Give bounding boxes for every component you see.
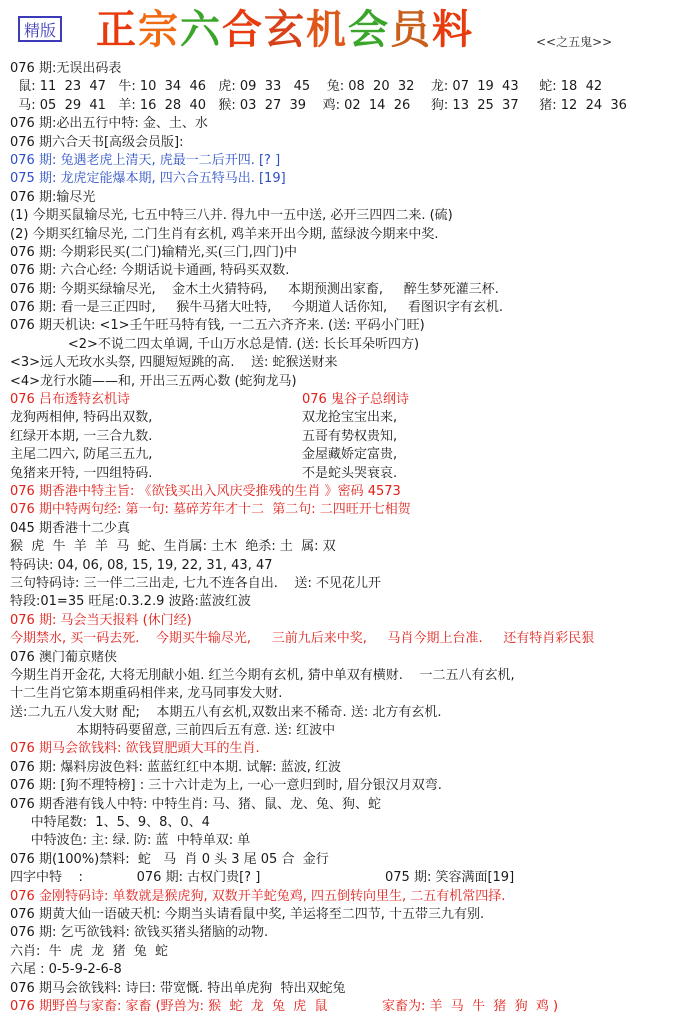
line-text-right: 家畜为: 羊 马 牛 猪 狗 鸡 ) <box>382 998 559 1014</box>
line-text: 045 期香港十二少真 <box>10 520 130 536</box>
text-line <box>10 814 682 832</box>
line-text: 076 期: 看一是三正四时, 猴牛马猪大吐特, 今期道人话你知, 看图识字有玄机. <box>10 300 503 316</box>
text-line <box>10 391 682 409</box>
line-text: 中特尾数: 1、5、9、8、0、4 <box>10 815 210 831</box>
text-line <box>10 446 682 464</box>
line-text: 076 期:输尽光 <box>10 189 96 205</box>
line-text: 076 期: 马会当天报料 (休门经) <box>10 612 192 628</box>
line-text: 六尾 : 0-5-9-2-6-8 <box>10 962 122 978</box>
text-line <box>10 998 682 1016</box>
text-line <box>10 575 682 593</box>
text-line <box>10 593 682 611</box>
text-line <box>10 336 682 354</box>
text-line <box>10 906 682 924</box>
line-text: 076 期: 爆料房波色料: 蓝蓝红红中本期. 试解: 蓝波, 红波 <box>10 759 342 775</box>
line-text: 076 期天机诀: <1>壬午旺马特有钱, 一二五六齐齐来. (送: 平码小门旺) <box>10 318 425 334</box>
line-text: 076 期香港中特主旨: 《欲钱买出入风庆受推残的生肖 》密码 4573 <box>10 483 401 499</box>
line-text: 本期特码要留意, 三前四后五有意. 送: 红波中 <box>10 723 336 739</box>
line-text: 076 期马会欲钱料: 欲钱買肥頭大耳的生肖. <box>10 741 260 757</box>
page-title <box>96 6 474 54</box>
line-text: <2>不说二四太单调, 千山万水总是情. (送: 长长耳朵听四方) <box>10 336 420 352</box>
title-char: 六 <box>180 6 222 53</box>
line-text: 076 期: [狗不理特榜] : 三十六计走为上, 一心一意归到时, 眉分银汉月双弯. <box>10 778 442 794</box>
text-line <box>10 483 682 501</box>
line-text: 六肖: 牛 虎 龙 猪 兔 蛇 <box>10 943 168 959</box>
text-line <box>10 961 682 979</box>
text-line <box>10 134 682 152</box>
title-char: 员 <box>390 6 432 53</box>
text-line <box>10 226 682 244</box>
text-line <box>10 78 682 96</box>
line-text: 红绿开本期, 一三合九数. <box>10 428 153 444</box>
line-text: <4>龙行水随——和, 开出三五两心数 (蛇狗龙马) <box>10 373 297 389</box>
text-line <box>10 796 682 814</box>
line-text: (2) 今期买红输尽光, 二门生肖有玄机, 鸡羊来开出今期, 蓝绿波今期来中奖. <box>10 226 439 242</box>
text-line <box>10 501 682 519</box>
text-line <box>10 152 682 170</box>
line-text: 076 期: 六合心经: 今期话说卡通画, 特码买双数. <box>10 263 290 279</box>
text-line <box>10 667 682 685</box>
text-line <box>10 428 682 446</box>
text-line <box>10 244 682 262</box>
title-char: 料 <box>432 6 474 53</box>
text-line <box>10 851 682 869</box>
text-line <box>10 520 682 538</box>
text-line <box>10 60 682 78</box>
line-text: 今期禁水, 买一码去死. 今期买牛输尽光, 三前九后来中奖, 马肖今期上台准. 还有特肖彩民狠 <box>10 631 595 647</box>
text-line <box>10 740 682 758</box>
line-text: 076 吕布透特玄机诗 <box>10 392 130 408</box>
line-text: 四字中特 : 076 期: 古权门贵[? ] <box>10 870 261 886</box>
text-line <box>10 943 682 961</box>
line-text: 今期生肖开金花, 大将无刖献小姐. 红兰今期有玄机, 猜中单双有横财. 一二五八有玄机, <box>10 667 515 683</box>
line-text-right: 不是蛇头哭衰哀. <box>302 465 398 481</box>
line-text: 特段:01=35 旺尾:0.3.2.9 波路:蓝波红波 <box>10 594 251 610</box>
content-body <box>10 60 682 1016</box>
text-line <box>10 649 682 667</box>
header <box>0 0 690 58</box>
line-text: 076 期:必出五行中特: 金、土、水 <box>10 116 208 132</box>
text-line <box>10 299 682 317</box>
text-line <box>10 409 682 427</box>
line-text: 075 期: 龙虎定能爆本期, 四六合五特马出. [19] <box>10 171 286 187</box>
line-text: 鼠: 11 23 47 牛: 10 34 46 虎: 09 33 45 兔: 08 20 32 龙: 07 19 43 蛇: 18 42 <box>10 79 603 95</box>
title-char: 合 <box>222 6 264 53</box>
text-line <box>10 980 682 998</box>
line-text: 龙狗两相伸, 特码出双数, <box>10 410 153 426</box>
text-line <box>10 317 682 335</box>
text-line <box>10 373 682 391</box>
text-line <box>10 777 682 795</box>
edition-badge: 精版 <box>18 16 62 42</box>
text-line <box>10 869 682 887</box>
text-line <box>10 557 682 575</box>
text-line <box>10 924 682 942</box>
line-text: 076 期: 兔遇老虎上清天, 虎最一二后开四. [? ] <box>10 152 281 168</box>
text-line <box>10 281 682 299</box>
line-text: 076 期六合天书[高级会员版]: <box>10 134 184 150</box>
line-text: 076 期中特两句经: 第一句: 墓碎芳年才十二 第二句: 二四旺开七相贺 <box>10 502 411 518</box>
text-line <box>10 759 682 777</box>
text-line <box>10 704 682 722</box>
text-line <box>10 189 682 207</box>
line-text: 十二生肖它第本期重码相伴来, 龙马同事发大财. <box>10 686 283 702</box>
line-text: 076 金刚特码诗: 单数就是猴虎狗, 双数开羊蛇兔鸡, 四五倒转向里生, 二五有机常四择. <box>10 888 506 904</box>
text-line <box>10 170 682 188</box>
text-line <box>10 612 682 630</box>
line-text: 076 期香港有钱人中特: 中特生肖: 马、猪、鼠、龙、兔、狗、蛇 <box>10 796 381 812</box>
text-line <box>10 685 682 703</box>
text-line <box>10 115 682 133</box>
header-tag: <<之五鬼>> <box>536 35 613 49</box>
title-char: 机 <box>306 6 348 53</box>
text-line <box>10 722 682 740</box>
line-text: 076 期马会欲钱料: 诗曰: 带宽慨. 特出单虎狗 特出双蛇兔 <box>10 980 346 996</box>
line-text: <3>远人无玫水头祭, 四腿短短跳的高. 送: 蛇猴送财来 <box>10 355 338 371</box>
title-char: 玄 <box>264 6 306 53</box>
line-text: 特码诀: 04, 06, 08, 15, 19, 22, 31, 43, 47 <box>10 557 273 573</box>
line-text: 076 期: 今期彩民买(二门)输精光,买(三门,四门)中 <box>10 244 298 260</box>
line-text: 076 期黄大仙一语破天机: 今期当头请看鼠中奖, 羊运将至二四节, 十五带三九有别. <box>10 906 485 922</box>
line-text: 三句特码诗: 三一伴二三出走, 七九不连各自出. 送: 不见花儿开 <box>10 575 381 591</box>
text-line <box>10 207 682 225</box>
text-line <box>10 262 682 280</box>
line-text: 兔猪来开特, 一四组特码. <box>10 465 153 481</box>
line-text-right: 076 鬼谷子总纲诗 <box>302 392 409 408</box>
text-line <box>10 630 682 648</box>
title-char: 正 <box>96 6 138 53</box>
line-text: 马: 05 29 41 羊: 16 28 40 猴: 03 27 39 鸡: 02 14 26 狗: 13 25 37 猪: 12 24 36 <box>10 97 627 113</box>
line-text: 076 期: 今期买绿输尽光, 金木土火猜特码, 本期预测出家畜, 醉生梦死灌三杯. <box>10 281 499 297</box>
line-text: 中特波色: 主: 绿. 防: 蓝 中特单双: 单 <box>10 833 251 849</box>
text-line <box>10 538 682 556</box>
line-text-right: 075 期: 笑容满面[19] <box>385 870 515 886</box>
text-line <box>10 354 682 372</box>
line-text: 猴 虎 牛 羊 羊 马 蛇、生肖属: 土木 绝杀: 土 属: 双 <box>10 539 336 555</box>
line-text: 076 期(100%)禁料: 蛇 马 肖 0 头 3 尾 05 合 金行 <box>10 851 329 867</box>
text-line <box>10 97 682 115</box>
text-line <box>10 465 682 483</box>
line-text: 主尾二四六, 防尾三五九, <box>10 447 153 463</box>
line-text: 076 期: 乞丐欲钱料: 欲钱买猪头猪脑的动物. <box>10 925 269 941</box>
line-text-right: 五哥有势权贵知, <box>302 428 398 444</box>
line-text: 076 期:无误出码表 <box>10 61 122 76</box>
text-line <box>10 832 682 850</box>
title-char: 宗 <box>138 6 180 53</box>
text-line <box>10 888 682 906</box>
line-text: 送:二九五八发大财 配; 本期五八有玄机,双数出来不稀奇. 送: 北方有玄机. <box>10 704 442 720</box>
line-text: (1) 今期买鼠输尽光, 七五中特三八并. 得九中一五中送, 必开三四四二来. (硫) <box>10 208 453 224</box>
line-text: 076 澳门葡京赌侠 <box>10 649 117 665</box>
line-text-right: 金屋藏娇定富贵, <box>302 447 398 463</box>
title-char: 会 <box>348 6 390 53</box>
line-text-right: 双龙抢宝宝出来, <box>302 410 398 426</box>
line-text: 076 期野兽与家畜: 家畜 (野兽为: 猴 蛇 龙 兔 虎 鼠 <box>10 998 328 1014</box>
